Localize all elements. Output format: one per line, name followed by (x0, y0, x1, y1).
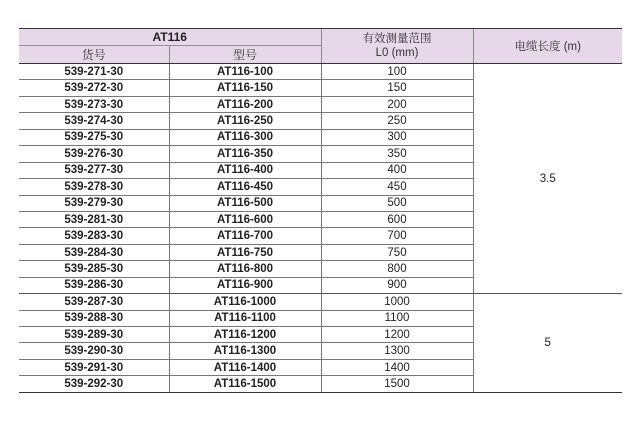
cell-part-no: 539-274-30 (19, 113, 169, 129)
cell-range: 1300 (321, 343, 473, 359)
cell-range: 1000 (321, 294, 473, 310)
cell-range: 900 (321, 277, 473, 293)
cell-part-no: 539-284-30 (19, 244, 169, 260)
table-row (19, 64, 622, 80)
group-header-at116: AT116 (19, 29, 321, 46)
cell-part-no: 539-278-30 (19, 179, 169, 195)
cell-range: 200 (321, 96, 473, 112)
cell-part-no: 539-288-30 (19, 310, 169, 326)
header-part-no: 货号 (19, 46, 169, 64)
cell-range: 100 (321, 64, 473, 80)
cell-model: AT116-1100 (169, 310, 321, 326)
cell-part-no: 539-292-30 (19, 376, 169, 392)
cell-model: AT116-1500 (169, 376, 321, 392)
cell-cable-length: 3.5 (473, 64, 622, 294)
cell-range: 450 (321, 179, 473, 195)
cell-range: 800 (321, 261, 473, 277)
cell-model: AT116-400 (169, 162, 321, 178)
cell-range: 500 (321, 195, 473, 211)
spec-table-container (19, 28, 622, 393)
cell-part-no: 539-273-30 (19, 96, 169, 112)
cell-model: AT116-600 (169, 211, 321, 227)
cell-model: AT116-1000 (169, 294, 321, 310)
cell-range: 600 (321, 211, 473, 227)
cell-model: AT116-900 (169, 277, 321, 293)
cell-model: AT116-1400 (169, 359, 321, 375)
cell-part-no: 539-281-30 (19, 211, 169, 227)
cell-range: 1500 (321, 376, 473, 392)
table-header (19, 29, 622, 64)
cell-model: AT116-350 (169, 146, 321, 162)
cell-part-no: 539-287-30 (19, 294, 169, 310)
cell-range: 750 (321, 244, 473, 260)
cell-part-no: 539-286-30 (19, 277, 169, 293)
header-measuring-range-line1: 有效测量范围 (362, 33, 432, 45)
cell-part-no: 539-285-30 (19, 261, 169, 277)
cell-range: 300 (321, 129, 473, 145)
cell-model: AT116-250 (169, 113, 321, 129)
cell-cable-length: 5 (473, 294, 622, 393)
cell-part-no: 539-277-30 (19, 162, 169, 178)
cell-range: 400 (321, 162, 473, 178)
cell-model: AT116-150 (169, 80, 321, 96)
cell-model: AT116-750 (169, 244, 321, 260)
cell-range: 250 (321, 113, 473, 129)
cell-model: AT116-100 (169, 64, 321, 80)
cell-model: AT116-500 (169, 195, 321, 211)
cell-model: AT116-700 (169, 228, 321, 244)
spec-table (19, 28, 622, 393)
cell-range: 1100 (321, 310, 473, 326)
cell-part-no: 539-291-30 (19, 359, 169, 375)
cell-range: 1200 (321, 327, 473, 343)
cell-model: AT116-800 (169, 261, 321, 277)
cell-model: AT116-300 (169, 129, 321, 145)
table-body (19, 64, 622, 393)
header-measuring-range-line2: L0 (mm) (375, 47, 419, 59)
cell-part-no: 539-276-30 (19, 146, 169, 162)
cell-part-no: 539-275-30 (19, 129, 169, 145)
cell-part-no: 539-289-30 (19, 327, 169, 343)
cell-part-no: 539-279-30 (19, 195, 169, 211)
cell-range: 350 (321, 146, 473, 162)
cell-range: 700 (321, 228, 473, 244)
cell-model: AT116-1200 (169, 327, 321, 343)
header-measuring-range (321, 29, 473, 64)
cell-model: AT116-200 (169, 96, 321, 112)
cell-part-no: 539-272-30 (19, 80, 169, 96)
header-cable-length: 电缆长度 (m) (473, 29, 622, 64)
table-row (19, 294, 622, 310)
cell-range: 150 (321, 80, 473, 96)
cell-part-no: 539-271-30 (19, 64, 169, 80)
header-model: 型号 (169, 46, 321, 64)
cell-part-no: 539-283-30 (19, 228, 169, 244)
cell-model: AT116-1300 (169, 343, 321, 359)
cell-range: 1400 (321, 359, 473, 375)
cell-part-no: 539-290-30 (19, 343, 169, 359)
cell-model: AT116-450 (169, 179, 321, 195)
